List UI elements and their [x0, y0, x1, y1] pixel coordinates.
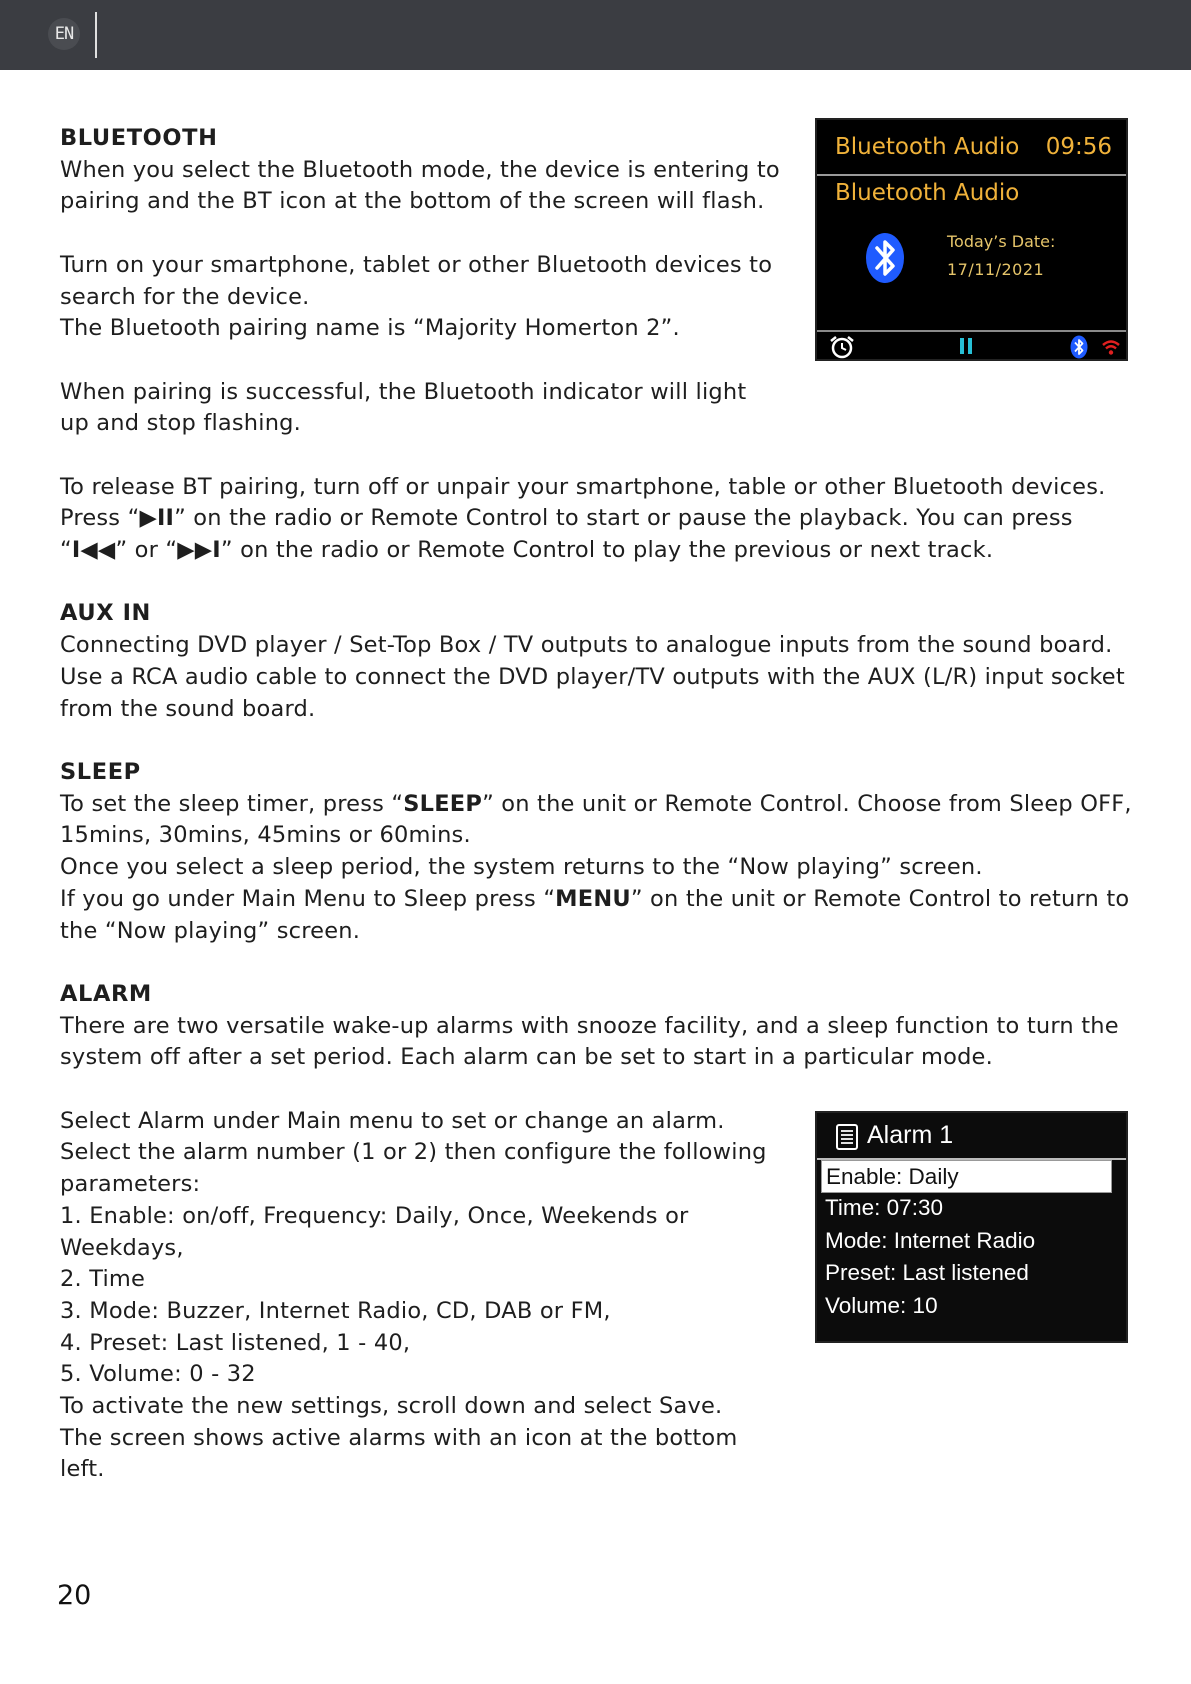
alarm-option-selected: Enable: Daily [821, 1160, 1112, 1193]
page-number: 20 [57, 1580, 92, 1611]
alarm-line: Select the alarm number (1 or 2) then configure the following parameters: [60, 1139, 767, 1198]
sleep-key: SLEEP [403, 790, 483, 817]
alarm-line: 1. Enable: on/off, Frequency: Daily, Once, Weekends or Weekdays, [60, 1202, 689, 1261]
bt-screen-subtitle: Bluetooth Audio [835, 180, 1020, 206]
aux-paragraph-1: Connecting DVD player / Set-Top Box / TV outputs to analogue inputs from the sound board. [60, 632, 1113, 659]
bluetooth-screen-illustration [815, 118, 1128, 361]
aux-paragraph-2: Use a RCA audio cable to connect the DVD player/TV outputs with the AUX (L/R) input socket from the sound board. [60, 663, 1125, 722]
bluetooth-paragraph-3: When pairing is successful, the Bluetooth indicator will light up and stop flashing. [60, 378, 747, 437]
sleep-heading: SLEEP [60, 758, 141, 785]
bt-screen-date: 17/11/2021 [947, 260, 1045, 279]
alarm-screen-illustration [815, 1111, 1128, 1343]
bt-screen-bottom-divider [817, 330, 1126, 332]
bluetooth-paragraph-2b: The Bluetooth pairing name is “Majority Homerton 2”. [60, 315, 680, 342]
sleep-paragraph-2: Once you select a sleep period, the system returns to the “Now playing” screen. [60, 854, 983, 881]
play-pause-symbol: ▶II [139, 505, 175, 532]
bluetooth-icon [865, 232, 905, 288]
header-divider [95, 12, 97, 58]
sleep-paragraph-1: To set the sleep timer, press “SLEEP” on the unit or Remote Control. Choose from Sleep OFF, 15mins, 30mins, 45mins or 60mins. [60, 790, 1132, 849]
alarm-line: 5. Volume: 0 - 32 [60, 1361, 256, 1388]
alarm-screen-title: Alarm 1 [867, 1121, 954, 1149]
bluetooth-paragraph-4a: To release BT pairing, turn off or unpair your smartphone, table or other Bluetooth devices. [60, 473, 1106, 500]
alarm-line: 4. Preset: Last listened, 1 - 40, [60, 1329, 411, 1356]
sleep-paragraph-3: If you go under Main Menu to Sleep press “MENU” on the unit or Remote Control to return to the “Now playing” screen. [60, 885, 1130, 944]
aux-heading: AUX IN [60, 600, 151, 627]
next-track-symbol: ▶▶I [177, 537, 221, 564]
alarm-clock-icon [829, 335, 855, 363]
alarm-line: To activate the new settings, scroll down and select Save. [60, 1393, 723, 1420]
bluetooth-paragraph-2a: Turn on your smartphone, tablet or other Bluetooth devices to search for the device. [60, 251, 773, 310]
previous-track-symbol: I◀◀ [71, 537, 116, 564]
bt-screen-time: 09:56 [1045, 134, 1112, 160]
alarm-option: Mode: Internet Radio [825, 1228, 1036, 1253]
alarm-option: Preset: Last listened [825, 1260, 1029, 1285]
bt-screen-title: Bluetooth Audio [835, 134, 1020, 160]
top-bar [0, 0, 1191, 70]
menu-key: MENU [555, 885, 631, 912]
bt-screen-date-label: Today’s Date: [947, 232, 1056, 251]
alarm-line: 3. Mode: Buzzer, Internet Radio, CD, DAB or FM, [60, 1297, 611, 1324]
alarm-paragraph-1: There are two versatile wake-up alarms with snooze facility, and a sleep function to turn the system off after a set period. Each alarm can be set to start in a particular mode. [60, 1012, 1119, 1071]
alarm-line: 2. Time [60, 1266, 146, 1293]
alarm-heading: ALARM [60, 980, 152, 1007]
bluetooth-paragraph-4b: Press “▶II” on the radio or Remote Control to start or pause the playback. You can press “I◀◀” or “▶▶I” on the radio or Remote Control to play the previous or next track. [60, 505, 1073, 564]
alarm-line: Select Alarm under Main menu to set or change an alarm. [60, 1107, 725, 1134]
wifi-signal-icon [1101, 337, 1121, 361]
bluetooth-paragraph-1: When you select the Bluetooth mode, the device is entering to pairing and the BT icon at the bottom of the screen will flash. [60, 156, 780, 215]
bluetooth-status-icon [1070, 335, 1088, 363]
alarm-option: Time: 07:30 [825, 1195, 943, 1220]
pause-icon [959, 336, 973, 360]
list-icon [835, 1123, 859, 1156]
bluetooth-heading: BLUETOOTH [60, 125, 218, 151]
alarm-option: Volume: 10 [825, 1293, 938, 1318]
bt-screen-divider [817, 174, 1126, 176]
language-badge: EN [48, 18, 80, 50]
alarm-line: The screen shows active alarms with an icon at the bottom left. [60, 1424, 738, 1483]
